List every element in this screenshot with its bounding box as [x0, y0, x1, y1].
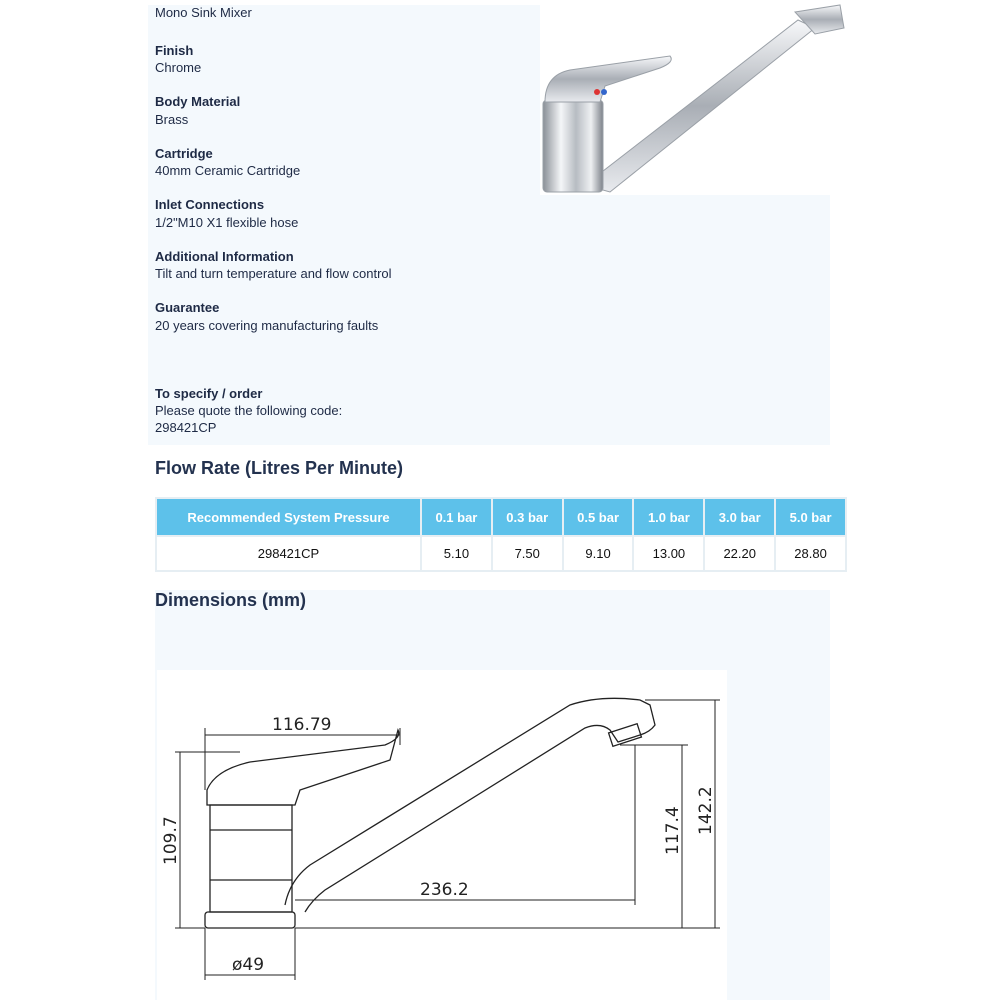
spec-label: Body Material	[155, 94, 241, 109]
dim-body-height: 109.7	[161, 816, 181, 865]
order-heading: To specify / order	[155, 386, 263, 401]
table-cell: 28.80	[775, 536, 846, 571]
product-name: Mono Sink Mixer	[155, 5, 252, 20]
dimensions-title: Dimensions (mm)	[155, 590, 307, 610]
dim-spout-reach: 236.2	[420, 880, 469, 900]
table-header: 1.0 bar	[633, 498, 704, 536]
spec-value: Tilt and turn temperature and flow control	[155, 266, 392, 281]
table-header: 5.0 bar	[775, 498, 846, 536]
dimension-drawing	[157, 670, 727, 1000]
product-photo	[540, 0, 845, 195]
spec-label: Guarantee	[155, 300, 220, 315]
spec-label: Cartridge	[155, 146, 213, 161]
dim-spout-height: 117.4	[663, 806, 683, 855]
spec-value: 1/2"M10 X1 flexible hose	[155, 215, 299, 230]
table-cell: 7.50	[492, 536, 563, 571]
spec-label: Additional Information	[155, 249, 294, 264]
table-cell: 13.00	[633, 536, 704, 571]
flow-rate-title: Flow Rate (Litres Per Minute)	[155, 458, 404, 478]
table-header: 0.3 bar	[492, 498, 563, 536]
dim-handle-width: 116.79	[272, 715, 332, 735]
order-code: 298421CP	[155, 420, 217, 435]
table-header-row	[156, 498, 846, 536]
table-cell: 22.20	[704, 536, 775, 571]
table-header: Recommended System Pressure	[156, 498, 421, 536]
table-header: 0.1 bar	[421, 498, 492, 536]
table-cell: 5.10	[421, 536, 492, 571]
order-instruction: Please quote the following code:	[155, 403, 343, 418]
spec-value: 20 years covering manufacturing faults	[155, 318, 379, 333]
table-header: 0.5 bar	[563, 498, 634, 536]
spec-label: Finish	[155, 43, 194, 58]
spec-label: Inlet Connections	[155, 197, 265, 212]
table-cell: 9.10	[563, 536, 634, 571]
spec-panel-bg-right	[545, 195, 830, 445]
spec-value: 40mm Ceramic Cartridge	[155, 163, 301, 178]
table-row	[156, 536, 846, 571]
spec-value: Chrome	[155, 60, 202, 75]
spec-value: Brass	[155, 112, 189, 127]
flow-rate-table	[155, 497, 847, 572]
dim-total-height: 142.2	[696, 786, 716, 835]
table-header: 3.0 bar	[704, 498, 775, 536]
dim-base-diameter: ø49	[232, 955, 265, 975]
table-cell: 298421CP	[156, 536, 421, 571]
